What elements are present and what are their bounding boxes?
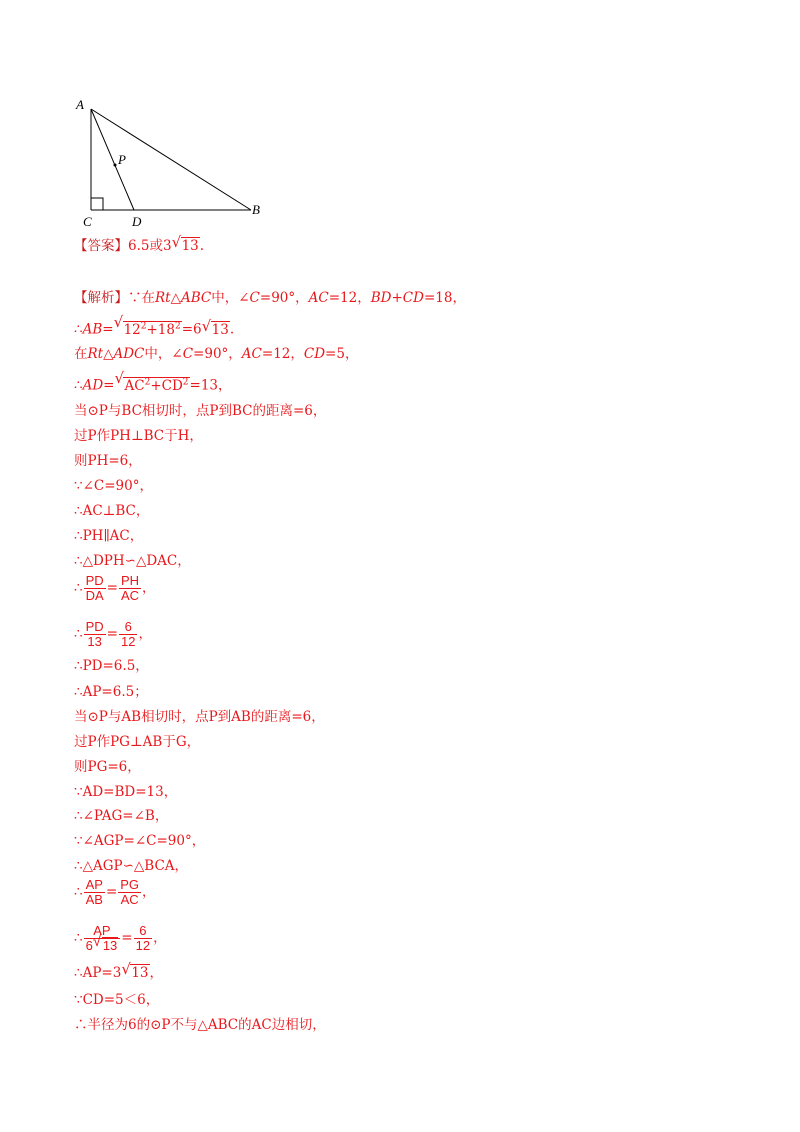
analysis-line-3: 在Rt△ADC中，∠C=90°，AC=12，CD=5， — [74, 346, 359, 362]
analysis-line-27: ∴半径为6的⊙P不与△ABC的AC边相切， — [74, 1017, 326, 1033]
answer-label: 【答案】 — [74, 238, 128, 254]
right-angle-marker — [91, 198, 103, 210]
analysis-line-19: ∵AD=BD=13， — [74, 784, 178, 800]
label-p: P — [118, 152, 126, 167]
analysis-line-20: ∴∠PAG=∠B， — [74, 808, 169, 824]
analysis-line-4: ∴AD= √ $AC^2+CD^2=13$， — [74, 369, 232, 394]
analysis-line-21: ∵∠AGP=∠C=90°， — [74, 833, 206, 849]
analysis-line-16: 当⊙P与AB相切时，点P到AB的距离=6， — [74, 709, 325, 725]
analysis-line-24: ∴ AP 6 √ 13 = $\frac{6}{12}$ ， — [74, 923, 167, 953]
analysis-line-23: ∴ $\frac{AP}{AB}$ = $\frac{PG}{AC}$ ， — [74, 877, 156, 907]
triangle-figure — [72, 96, 272, 228]
fraction-pd-da: $\frac{PD}{DA}$ — [85, 573, 104, 603]
label-a: A — [76, 97, 84, 112]
answer-line: 【答案】6.5或3 √ 13. — [74, 233, 205, 254]
sqrt-ab: √ $12^2+18^2$ — [113, 313, 181, 338]
analysis-line-9: ∴AC⊥BC， — [74, 503, 150, 519]
analysis-line-8: ∵∠C=90°， — [74, 478, 153, 494]
sqrt-ad: √ $AC^2+CD^2$ — [114, 369, 189, 394]
analysis-line-5: 当⊙P与BC相切时，点P到BC的距离=6， — [74, 403, 327, 419]
analysis-line-7: 则PH=6， — [74, 453, 142, 469]
analysis-line-15: ∴AP=6.5； — [74, 684, 148, 700]
label-d: D — [132, 214, 142, 228]
fraction-ph-ac: $\frac{PH}{AC}$ — [120, 573, 140, 603]
analysis-line-1: 【解析】∵在Rt△ABC中，∠C=90°，AC=12，BD+CD=18， — [74, 290, 466, 306]
analysis-line-11: ∴△DPH∽△DAC， — [74, 553, 191, 569]
analysis-line-26: ∵CD=5＜6， — [74, 992, 160, 1008]
label-b: B — [252, 202, 260, 217]
analysis-line-14: ∴PD=6.5， — [74, 658, 149, 674]
segment-ad — [91, 109, 134, 210]
analysis-line-10: ∴PH∥AC， — [74, 528, 144, 544]
analysis-label: 【解析】 — [74, 290, 128, 306]
analysis-line-22: ∴△AGP∽△BCA， — [74, 858, 189, 874]
segment-ab — [91, 109, 251, 210]
answer-text: 6.5或3 — [128, 238, 172, 254]
analysis-line-2: ∴AB= √ $12^2+18^2=6$ √ 13. — [74, 313, 235, 338]
analysis-line-13: ∴ $\frac{PD}{13}$ = $\frac{6}{12}$ ， — [74, 619, 152, 649]
label-c: C — [83, 214, 92, 228]
analysis-line-12: ∴ $\frac{PD}{DA}$ = $\frac{PH}{AC}$ ， — [74, 573, 156, 603]
point-p — [114, 164, 117, 167]
answer-sqrt: √ 13 — [171, 233, 199, 254]
analysis-line-17: 过P作PG⊥AB于G， — [74, 734, 201, 750]
analysis-line-25: ∴AP=3 √ 13， — [74, 960, 164, 981]
analysis-line-18: 则PG=6， — [74, 759, 141, 775]
analysis-line-6: 过P作PH⊥BC于H， — [74, 428, 203, 444]
